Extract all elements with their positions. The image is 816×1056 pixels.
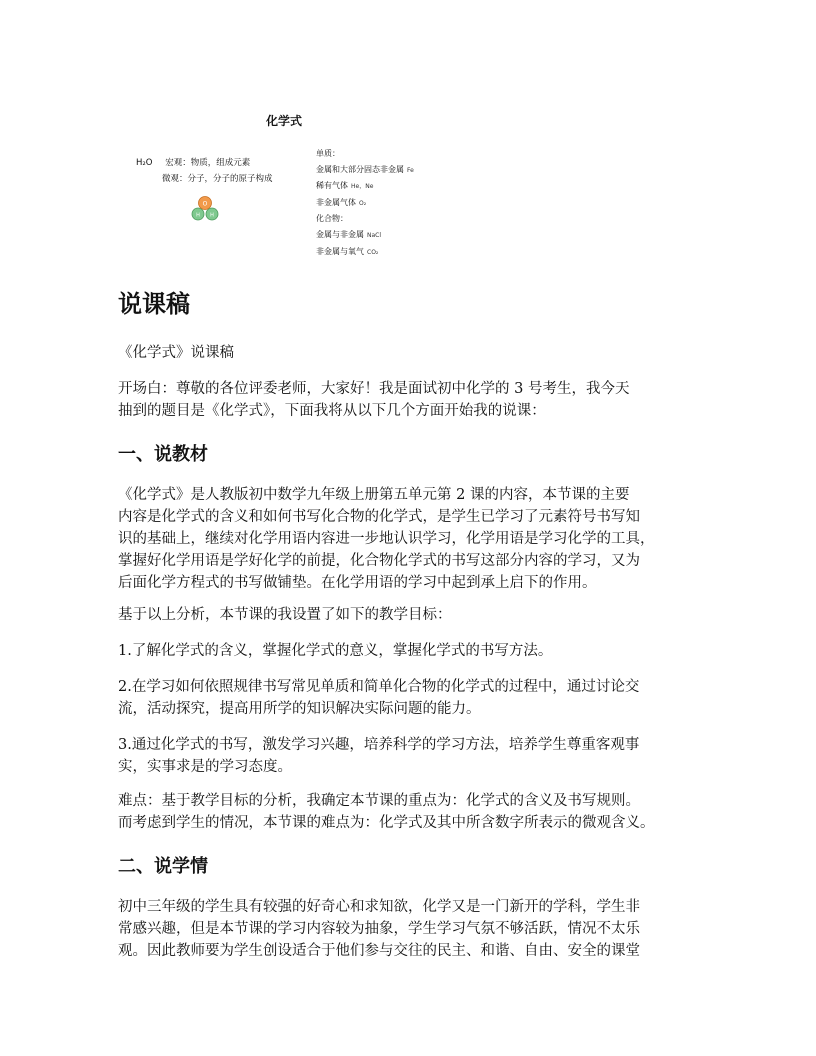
category-example: Fe bbox=[407, 166, 414, 174]
category-example: O₂ bbox=[359, 199, 367, 207]
category-line: 稀有气体 He，Ne bbox=[316, 181, 374, 191]
document-subtitle: 《化学式》说课稿 bbox=[118, 345, 234, 361]
category-example: NaCl bbox=[367, 231, 382, 239]
micro-meaning: 微观：分子，分子的原子构成 bbox=[162, 174, 273, 184]
macro-meaning: 宏观：物质，组成元素 bbox=[165, 158, 251, 168]
goals-intro: 基于以上分析，本节课的我设置了如下的教学目标： bbox=[118, 607, 452, 623]
category-line: 非金属气体 O₂ bbox=[316, 197, 367, 207]
category-example: CO₂ bbox=[367, 248, 379, 256]
section-heading-textbook: 一、说教材 bbox=[118, 444, 208, 465]
figure-title: 化学式 bbox=[266, 114, 303, 128]
category-line: 化合物： bbox=[316, 214, 348, 224]
figure-macro-row bbox=[136, 156, 250, 168]
section-heading-students: 二、说学情 bbox=[118, 856, 208, 877]
textbook-paragraph: 《化学式》是人教版初中数学九年级上册第五单元第 2 课的内容，本节课的主要 内容是化学式的含义和如何书写化合物的化学式，是学生已学习了元素符号书写知 识的基础上，继续对化学用语内容进一步地认识学习，化学用语是学习化学的工具， 掌握好化学用语是学好化学的前提，化合物化学式的书写这部分内容的学习，又为 后面化学方程式的书写做铺垫。在化学用语的学习中起到承上启下的作用。 bbox=[118, 487, 655, 591]
intro-paragraph: 开场白：尊敬的各位评委老师，大家好！我是面试初中化学的 3 号考生，我今天 抽到的题目是《化学式》，下面我将从以下几个方面开始我的说课： bbox=[118, 381, 630, 419]
blackboard-figure bbox=[0, 0, 816, 270]
category-line: 单质： bbox=[316, 149, 340, 158]
page-title: 说课稿 bbox=[118, 290, 190, 318]
category-line: 金属与非金属 NaCl bbox=[316, 229, 382, 239]
goal-3: 3.通过化学式的书写，激发学习兴趣，培养科学的学习方法，培养学生尊重客观事 实，实事求是的学习态度。 bbox=[118, 737, 640, 775]
category-example: He，Ne bbox=[351, 183, 374, 191]
water-molecule-icon bbox=[186, 194, 222, 224]
category-line: 金属和大部分固态非金属 Fe bbox=[316, 164, 414, 174]
hydrogen-label-left: H bbox=[196, 212, 200, 219]
goal-1: 1.了解化学式的含义，掌握化学式的意义，掌握化学式的书写方法。 bbox=[118, 643, 553, 659]
water-formula: H₂O bbox=[136, 158, 153, 168]
students-paragraph: 初中三年级的学生具有较强的好奇心和求知欲，化学又是一门新开的学科，学生非 常感兴趣，但是本节课的学习内容较为抽象，学生学习气氛不够活跃，情况不太乐 观。因此教师要为学生创设适合于他们参与交往的民主、和谐、自由、安全的课堂 bbox=[118, 899, 640, 959]
hydrogen-label-right: H bbox=[210, 212, 214, 219]
goal-2: 2.在学习如何依照规律书写常见单质和简单化合物的化学式的过程中，通过讨论交 流，活动探究，提高用所学的知识解决实际问题的能力。 bbox=[118, 679, 640, 717]
oxygen-label: O bbox=[202, 200, 208, 208]
difficulty-paragraph: 难点：基于教学目标的分析，我确定本节课的重点为：化学式的含义及书写规则。 而考虑到学生的情况，本节课的难点为：化学式及其中所含数字所表示的微观含义。 bbox=[118, 793, 655, 831]
category-line: 非金属与氧气 CO₂ bbox=[316, 246, 379, 256]
formula-categories bbox=[316, 146, 414, 260]
